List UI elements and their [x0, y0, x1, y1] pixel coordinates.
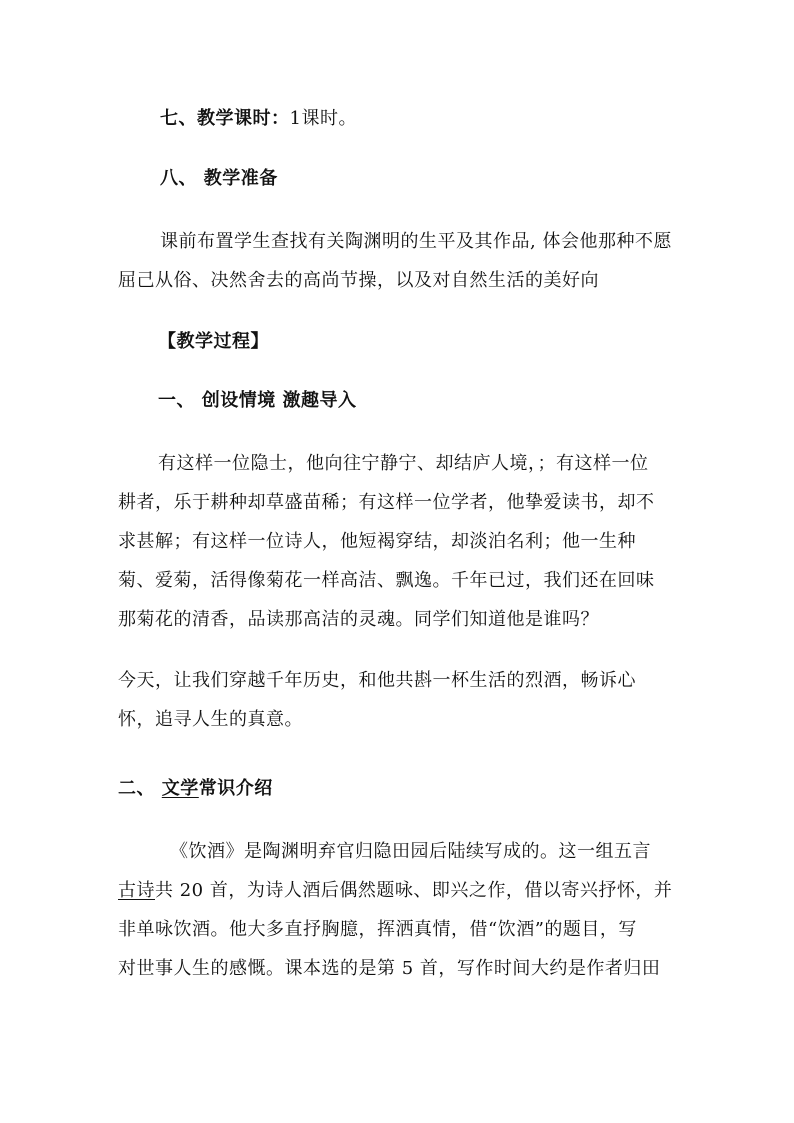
literature-line-1: 《饮酒》是陶渊明弃官归隐田园后陆续写成的。这一组五言 [170, 841, 651, 862]
ancient-poem-link[interactable]: 古诗 [118, 880, 155, 901]
literature-link[interactable]: 文学 [161, 778, 199, 799]
literature-line-3: 非单咏饮酒。他大多直抒胸臆，挥洒真情，借“饮酒”的题目，写 [118, 919, 637, 940]
intro-paragraph1-line-3: 求甚解；有这样一位诗人，他短褐穿结，却淡泊名利；他一生种 [118, 531, 636, 552]
teaching-hours-heading: 七、教学课时： [160, 108, 290, 129]
literature-line-4: 对世事人生的感慨。课本选的是第 5 首，写作时间大约是作者归田 [118, 958, 661, 979]
intro-paragraph2-line-2: 怀，追寻人生的真意。 [118, 709, 303, 730]
prep-text-line-2: 屈己从俗、决然舍去的高尚节操，以及对自然生活的美好向 [118, 270, 599, 291]
prep-text-line-1: 课前布置学生查找有关陶渊明的生平及其作品, 体会他那种不愿 [160, 231, 672, 252]
teaching-prep-heading: 八、 教学准备 [160, 168, 278, 189]
teaching-process-heading: 【教学过程】 [158, 331, 269, 352]
intro-paragraph1-line-4: 菊、爱菊，活得像菊花一样高洁、飘逸。千年已过，我们还在回味 [118, 570, 655, 591]
literature-heading [118, 776, 273, 802]
literature-heading-number: 二、 [118, 778, 162, 799]
teaching-hours-value: 1课时。 [289, 108, 357, 129]
intro-paragraph2-line-1: 今天，让我们穿越千年历史，和他共斟一杯生活的烈酒，畅诉心 [118, 670, 636, 691]
intro-paragraph1-line-5: 那菊花的清香，品读那高洁的灵魂。同学们知道他是谁吗？ [118, 609, 599, 630]
teaching-hours-line [160, 106, 357, 132]
literature-line-2-rest: 共 20 首，为诗人酒后偶然题咏、即兴之作，借以寄兴抒怀，并 [155, 880, 673, 901]
literature-line-2 [118, 878, 672, 904]
intro-paragraph1-line-1: 有这样一位隐士，他向往宁静宁、却结庐人境，；有这样一位 [158, 453, 649, 474]
literature-heading-rest: 常识介绍 [198, 778, 273, 799]
intro-paragraph1-line-2: 耕者，乐于耕种却草盛苗稀；有这样一位学者，他挚爱读书，却不 [118, 492, 655, 513]
intro-heading: 一、 创设情境 激趣导入 [158, 390, 357, 411]
